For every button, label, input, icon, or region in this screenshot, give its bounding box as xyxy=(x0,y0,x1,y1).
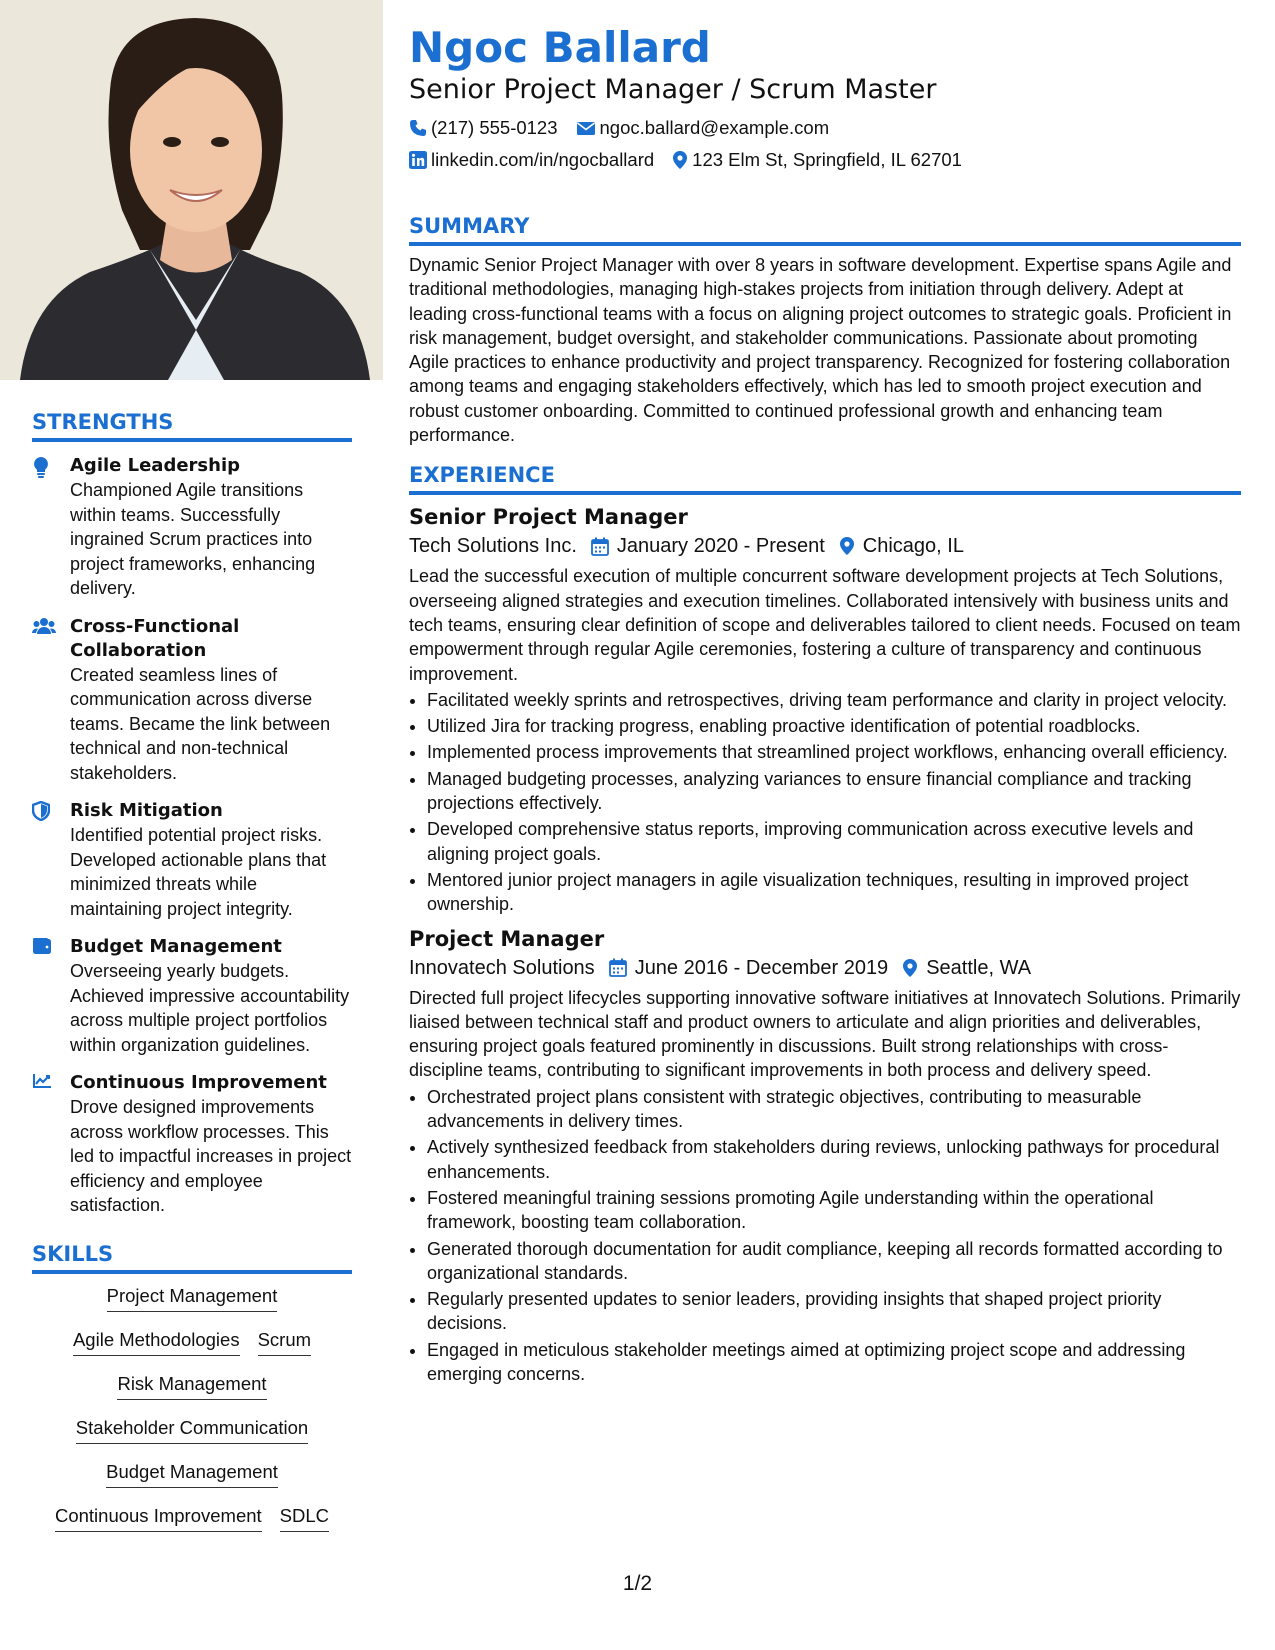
strength-item xyxy=(32,454,352,601)
strength-description: Championed Agile transitions within teams. Successfully ingrained Scrum practices into project frameworks, enhancing delivery. xyxy=(70,480,316,598)
email-text: ngoc.ballard@example.com xyxy=(599,117,830,138)
calendar-icon xyxy=(591,537,609,556)
company-name: Tech Solutions Inc. xyxy=(409,535,577,558)
contact-row xyxy=(409,148,1241,172)
strength-item xyxy=(32,615,352,786)
summary-text: Dynamic Senior Project Manager with over 8 years in software development. Expertise spans Agile and traditional methodologies, managing high-stakes projects from initiation through delivery. Adept at leading cross-functional teams with a focus on aligning project outcomes to strategic goals. Proficient in risk management, budget oversight, and stakeholder communications. Passionate about promoting Agile practices to enhance productivity and project transparency. Recognized for fostering collaboration among teams and engaging stakeholders effectively, which has led to smooth project execution and robust customer onboarding. Committed to continued professional growth and enhancing team performance. xyxy=(409,255,1232,446)
linkedin-text: linkedin.com/in/ngocballard xyxy=(431,149,655,170)
strength-title: Risk Mitigation xyxy=(70,800,223,821)
strength-title: Agile Leadership xyxy=(70,455,241,476)
skill-tag: Risk Management xyxy=(117,1372,266,1400)
job-bullet: • Utilized Jira for tracking progress, enabling proactive identification of potential roadblocks. xyxy=(427,714,1241,738)
candidate-headline: Senior Project Manager / Scrum Master xyxy=(409,74,937,105)
strength-description: Identified potential project risks. Developed actionable plans that minimized threats while maintaining project integrity. xyxy=(70,825,327,919)
strength-description: Drove designed improvements across workflow processes. This led to impactful increases in project efficiency and employee satisfaction. xyxy=(70,1097,352,1215)
skill-tag: Stakeholder Communication xyxy=(76,1416,308,1444)
profile-photo xyxy=(0,0,383,380)
job-bullet: • Regularly presented updates to senior leaders, providing insights that shaped project priority decisions. xyxy=(427,1287,1241,1336)
strength-description: Created seamless lines of communication across diverse teams. Became the link between technical and non-technical stakeholders. xyxy=(70,664,331,783)
job-location xyxy=(902,954,1031,982)
skill-tag: Budget Management xyxy=(106,1460,278,1488)
phone-contact[interactable] xyxy=(409,116,558,140)
address-contact xyxy=(672,148,962,172)
job-bullets xyxy=(409,1085,1241,1387)
users-icon xyxy=(32,615,70,786)
calendar-icon xyxy=(609,958,627,977)
summary-heading: SUMMARY xyxy=(409,214,1241,246)
job-title: Senior Project Manager xyxy=(409,505,688,530)
envelope-icon xyxy=(576,120,596,136)
skill-tag: Project Management xyxy=(107,1284,278,1312)
linkedin-icon xyxy=(409,151,427,169)
job-bullet: • Managed budgeting processes, analyzing variances to ensure financial compliance and tracking projections effectively. xyxy=(427,767,1241,816)
strength-title: Cross-Functional Collaboration xyxy=(70,615,240,661)
location-text: Seattle, WA xyxy=(926,956,1032,979)
job-bullet: • Facilitated weekly sprints and retrospectives, driving team performance and clarity in project velocity. xyxy=(427,688,1241,712)
job-description: Directed full project lifecycles supporting innovative software initiatives at Innovatech Solutions. Primarily liaised between technical staff and product owners to articulate and align priorities and deliverables, ensuring project goals featured prominently in discussions. Built strong relationships with cross-discipline teams, contributing to significant improvements in both process and delivery speed. xyxy=(409,987,1241,1081)
lightbulb-icon xyxy=(32,454,70,601)
contact-row xyxy=(409,116,1241,140)
experience-heading: EXPERIENCE xyxy=(409,463,1241,495)
dates-text: January 2020 - Present xyxy=(616,535,825,558)
strengths-heading: STRENGTHS xyxy=(32,410,352,442)
left-column xyxy=(32,410,352,1532)
job-description: Lead the successful execution of multiple concurrent software development projects at Tech Solutions, overseeing aligned strategies and execution timelines. Collaborated intensively with business units and tech teams, ensuring clear definition of scope and deliverables tailored to client needs. Focused on team empowerment through regular Agile ceremonies, fostering a culture of transparency and continuous improvement. xyxy=(409,566,1241,684)
right-column xyxy=(409,22,1241,1386)
page-number: 1/2 xyxy=(622,1572,653,1595)
phone-icon xyxy=(409,119,427,137)
linkedin-contact[interactable] xyxy=(409,148,654,172)
job-dates xyxy=(591,532,825,560)
job-location xyxy=(839,532,964,560)
candidate-name: Ngoc Ballard xyxy=(409,23,711,72)
job-bullet: • Actively synthesized feedback from stakeholders during reviews, unlocking pathways for procedural enhancements. xyxy=(427,1135,1241,1184)
job-bullet: • Generated thorough documentation for audit compliance, keeping all records formatted according to organizational standards. xyxy=(427,1237,1241,1286)
strength-item xyxy=(32,935,352,1057)
map-pin-icon xyxy=(839,536,855,556)
skills-list xyxy=(32,1284,352,1532)
strength-description: Overseeing yearly budgets. Achieved impressive accountability across multiple project portfolios within organization guidelines. xyxy=(70,961,350,1055)
map-pin-icon xyxy=(672,150,688,170)
strength-item xyxy=(32,1071,352,1218)
job-entry xyxy=(409,503,1241,916)
strength-item xyxy=(32,799,352,921)
skill-tag: Scrum xyxy=(258,1328,311,1356)
phone-text: (217) 555-0123 xyxy=(431,117,558,138)
skill-tag: Agile Methodologies xyxy=(73,1328,240,1356)
wallet-icon xyxy=(32,935,70,1057)
job-bullet: • Engaged in meticulous stakeholder meetings aimed at optimizing project scope and addressing emerging concerns. xyxy=(427,1338,1241,1387)
email-contact[interactable] xyxy=(576,116,830,140)
job-bullet: • Developed comprehensive status reports, improving communication across executive levels and aligning project goals. xyxy=(427,817,1241,866)
skill-tag: Continuous Improvement xyxy=(55,1504,262,1532)
dates-text: June 2016 - December 2019 xyxy=(634,956,889,979)
skill-tag: SDLC xyxy=(280,1504,329,1532)
chart-line-icon xyxy=(32,1071,70,1218)
strength-title: Budget Management xyxy=(70,936,282,957)
job-bullet: • Orchestrated project plans consistent with strategic objectives, contributing to measurable advancements in delivery times. xyxy=(427,1085,1241,1134)
job-meta xyxy=(409,532,1241,560)
map-pin-icon xyxy=(902,958,918,978)
job-dates xyxy=(609,954,889,982)
location-text: Chicago, IL xyxy=(862,535,964,558)
job-bullet: • Implemented process improvements that streamlined project workflows, enhancing overall efficiency. xyxy=(427,740,1241,764)
strength-title: Continuous Improvement xyxy=(70,1072,327,1093)
skills-heading: SKILLS xyxy=(32,1242,352,1274)
job-meta xyxy=(409,954,1241,982)
job-entry xyxy=(409,925,1241,1387)
job-bullet: • Fostered meaningful training sessions promoting Agile understanding within the operational framework, boosting team collaboration. xyxy=(427,1186,1241,1235)
address-text: 123 Elm St, Springfield, IL 62701 xyxy=(692,149,962,170)
job-bullet: • Mentored junior project managers in agile visualization techniques, resulting in improved project ownership. xyxy=(427,868,1241,917)
shield-icon xyxy=(32,799,70,921)
job-title: Project Manager xyxy=(409,926,605,951)
job-bullets xyxy=(409,688,1241,917)
company-name: Innovatech Solutions xyxy=(409,956,595,979)
